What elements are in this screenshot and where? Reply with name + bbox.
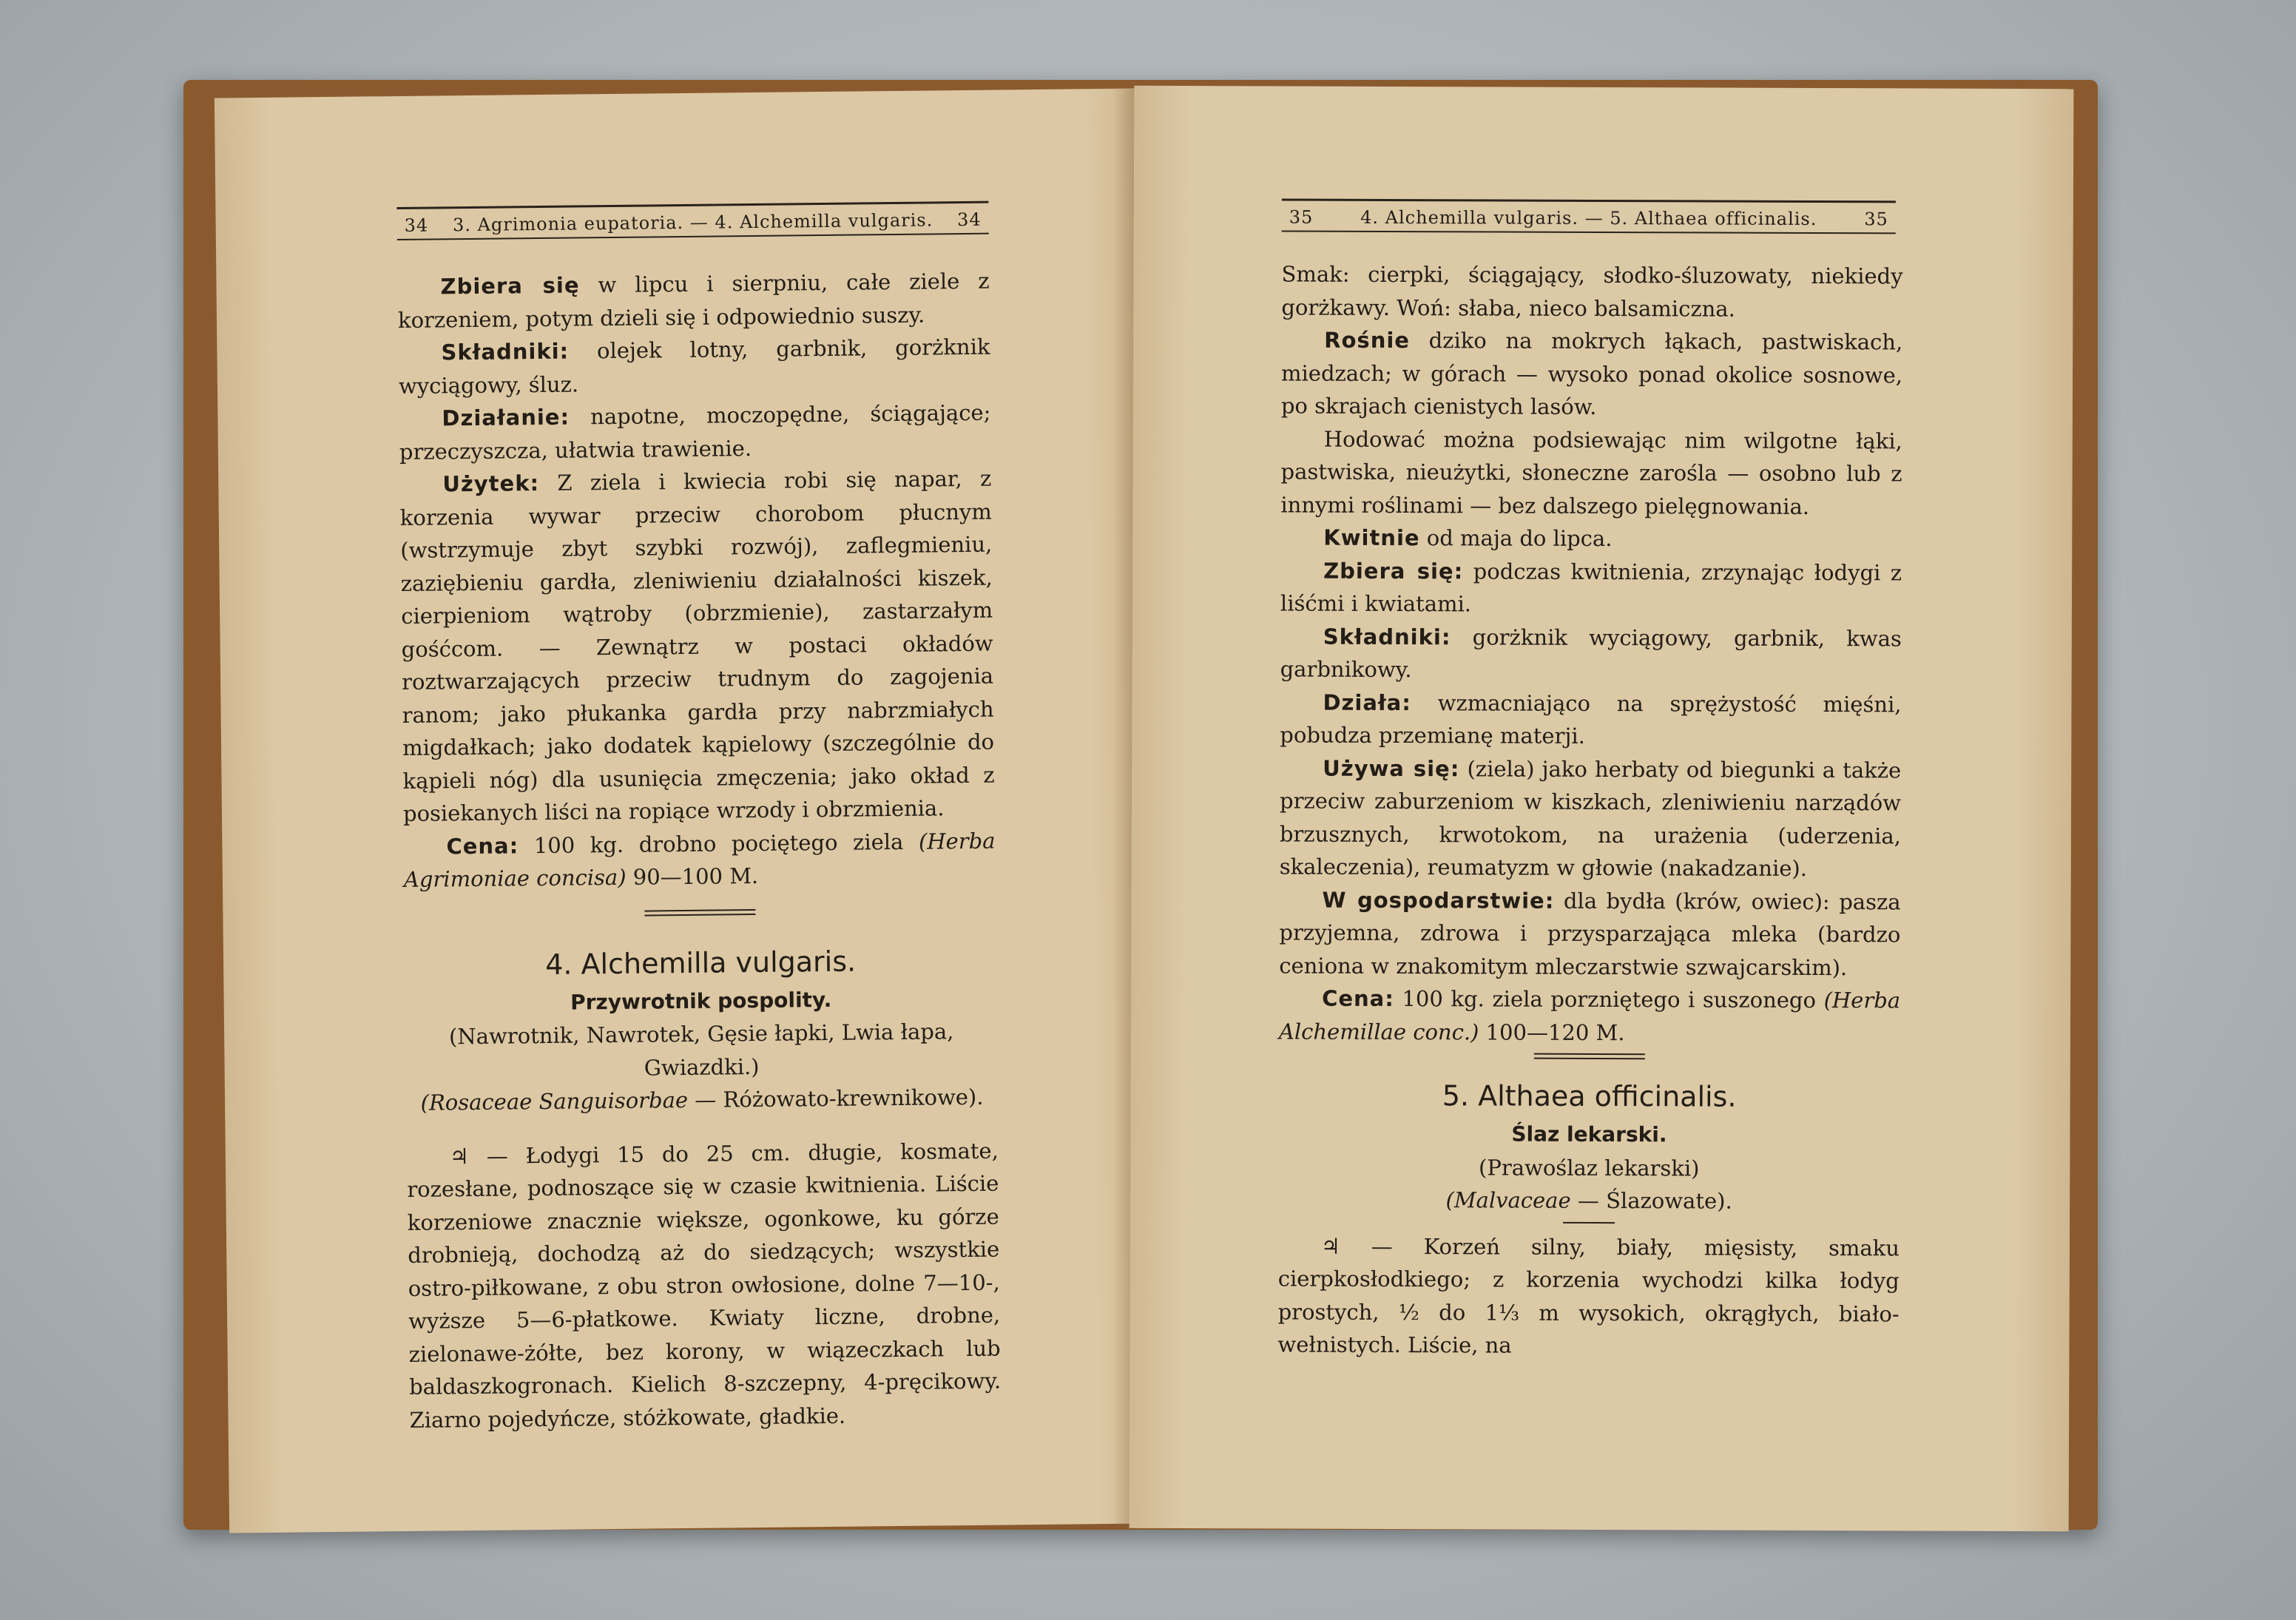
short-divider [1563,1221,1615,1223]
right-page [1130,86,2074,1531]
term: Składniki: [441,338,570,365]
latin-name: (Herba Agrimoniae concisa) [403,828,996,892]
paragraph [397,265,990,337]
page-number: 34 [956,209,982,231]
paragraph-text: w lipcu i sierpniu, całe ziele z korzeniem, potym dzieli się i odpowiednio suszy. [397,268,990,333]
term: Cena: [1322,985,1394,1012]
term: Rośnie [1324,327,1411,354]
description: ♃ — Korzeń silny, biały, mięsisty, smaku cierpkosłodkiego; z korzenia wychodzi kilka łodyg prostych, ½ do 1⅓ m wysokich, okrągłych, biało-wełnistych. Liście, na [1277,1233,1900,1358]
section-divider [644,908,755,916]
paragraph-text: 90—100 M. [626,863,759,890]
page-number: 35 [1289,206,1314,228]
paragraph-text: wzmacniająco na sprężystość mięśni, pobudza przemianę materji. [1280,689,1902,749]
running-title: 4. Alchemilla vulgaris. — 5. Althaea officinalis. [1360,206,1817,230]
paragraph-text: dla bydła (krów, owiec): pasza przyjemna, zdrowa i przysparzająca mleka (bardzo ceniona w znakomitym mleczarstwie szwajcarskim). [1279,888,1901,980]
term: Kwitnie [1323,524,1420,551]
paragraph [1280,752,1902,885]
term: W gospodarstwie: [1322,887,1555,914]
term: Używa się: [1323,755,1460,781]
term: Zbiera się [440,272,580,300]
paragraph: Smak: cierpki, ściągający, słodko-śluzowaty, niekiedy gorżkawy. Woń: słaba, nieco balsamiczna. [1281,261,1903,322]
paragraph-text: olejek lotny, garbnik, gorżknik wyciągowy, śluz. [398,334,990,399]
term: Działa: [1323,689,1411,715]
running-header [396,201,988,240]
family-line [406,1081,998,1120]
family-polish: — Ślazowate). [1570,1187,1732,1214]
common-names: (Prawoślaz lekarski) [1479,1154,1700,1181]
paragraph-text: podczas kwitnienia, zrzynając łodygi z liśćmi i kwiatami. [1280,558,1902,617]
family-line [1278,1183,1900,1218]
paragraph [398,331,990,402]
section-title: 4. Alchemilla vulgaris. [544,945,857,981]
left-page [215,89,1154,1533]
page-body [1277,257,1902,1363]
paragraph [1280,521,1902,556]
term: Zbiera się: [1323,558,1464,584]
term: Użytek: [442,470,540,497]
paragraph-text: gorżknik wyciągowy, garbnik, kwas garbnikowy. [1280,624,1902,683]
description: ♃ — Łodygi 15 do 25 cm. długie, kosmate, rozesłane, podnoszące się w czasie kwitnienia. Liście korzeniowe znacznie większe, ogonkowe, ku górze drobnieją, dochodzą aż do siedzących; wszystkie ostro-piłkowane, z obu stron owłosione, dolne 7—10-, wyższe 5—6-płatkowe. Kwiaty liczne, drobne, zielonawe-żółte, bez korony, w wiązeczkach lub baldaszkogronach. Kielich 8-szczepny, 4-pręcikowy. Ziarno pojedyńcze, stóżkowate, gładkie. [407,1138,1002,1433]
paragraph-text: 100 kg. ziela porzniętego i suszonego [1394,986,1824,1013]
paragraph-text: 100—120 M. [1479,1019,1625,1045]
family-latin: (Malvaceae [1445,1187,1571,1213]
paragraph [1280,554,1902,622]
section-subtitle: Przywrotnik pospolity. [570,987,832,1015]
paragraph: Hodować można podsiewając nim wilgotne łąki, pastwiska, nieużytki, słoneczne zarośla — osobno lub z innymi roślinami — bez dalszego pielęgnowania. [1280,426,1902,519]
term: Składniki: [1323,624,1451,649]
running-header [1282,198,1896,234]
section-divider [1534,1053,1645,1060]
term: Cena: [446,832,519,859]
family-polish: — Różowato-krewnikowe). [687,1084,984,1113]
paragraph-text: od maja do lipca. [1419,525,1613,552]
paragraph-text: (ziela) jako herbaty od biegunki a także przeciw zaburzeniom w kiszkach, zleniwieniu narządów brzusznych, krwotokom, na urażenia (uderzenia, skaleczenia), reumatyzm w głowie (nakadzanie). [1279,755,1902,881]
paragraph [1281,323,1902,424]
term: Działanie: [442,404,570,431]
paragraph-text: napotne, moczopędne, ściągające; przeczyszcza, ułatwia trawienie. [399,399,991,465]
paragraph-text: Z ziela i kwiecia robi się napar, z korzenia wywar przeciw chorobom płucnym (wstrzymuje zbyt szybki rozwój), zaflegmieniu, zaziębieniu gardła, zleniwieniu działalności kiszek, cierpieniom wątroby (obrzmienie), zastarzałym gośćcom. — Zewnątrz w postaci okładów roztwarzających przeciw trudnym do zagojenia ranom; jako płukanka gardła przy nabrzmiałych migdałkach; jako dodatek kąpielowy (szczególnie do kąpieli nóg) dla usunięcia zmęczenia; jako okład z posiekanych liści na ropiące wrzody i obrzmienia. [399,465,995,826]
common-names: (Nawrotnik, Nawrotek, Gęsie łapki, Lwia łapa, Gwiazdki.) [448,1019,954,1081]
paragraph [1279,883,1900,984]
paragraph [1280,686,1901,754]
page-body [397,265,1001,1437]
paragraph-text: dziko na mokrych łąkach, pastwiskach, miedzach; w górach — wysoko ponad okolice sosnowe, po skrajach cienistych lasów. [1280,328,1903,419]
section-subtitle: Ślaz lekarski. [1511,1121,1667,1147]
paragraph [1279,982,1900,1050]
paragraph-text: 100 kg. drobno pociętego ziela [519,828,919,858]
paragraph [403,824,996,896]
page-number: 35 [1864,209,1888,230]
paragraph [399,396,991,468]
paragraph [399,462,995,831]
paragraph [1280,620,1902,688]
running-title: 3. Agrimonia eupatoria. — 4. Alchemilla vulgaris. [452,209,933,236]
page-number: 34 [404,215,429,236]
section-title: 5. Althaea officinalis. [1442,1079,1737,1113]
family-latin: (Rosaceae Sanguisorbae [420,1087,689,1116]
latin-name: (Herba Alchemillae conc.) [1278,988,1901,1044]
